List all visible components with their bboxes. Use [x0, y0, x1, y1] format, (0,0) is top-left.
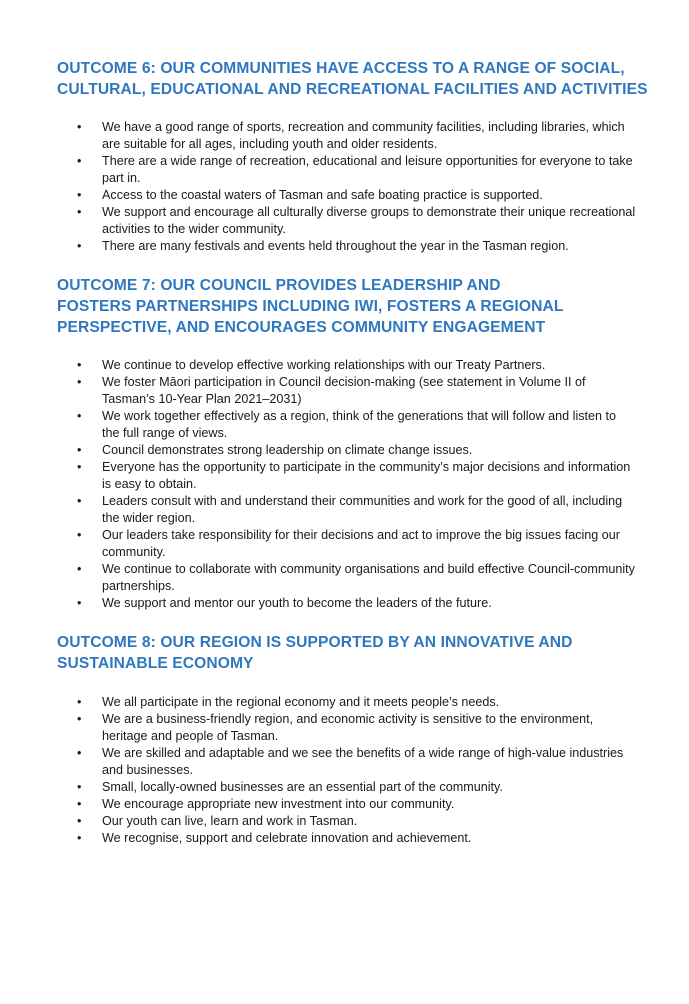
bullet-icon: •: [77, 746, 82, 760]
list-item: • We are skilled and adaptable and we see the benefits of a wide range of high-value industries and businesses.: [77, 746, 624, 777]
outcome-6-heading-text: OUTCOME 6: OUR COMMUNITIES HAVE ACCESS TO A RANGE OF SOCIAL, CULTURAL, EDUCATIONAL AND RECREATIONAL FACILITIES AND ACTIVITIES: [57, 60, 648, 98]
list-item: • We have a good range of sports, recreation and community facilities, including libraries, which are suitable for all ages, including youth and older residents.: [77, 120, 625, 151]
list-item: • Leaders consult with and understand their communities and work for the good of all, including the wider region.: [77, 494, 623, 525]
bullet-icon: •: [77, 239, 82, 253]
list-item: • We work together effectively as a region, think of the generations that will follow and listen to the full range of views.: [77, 409, 617, 440]
bullet-icon: •: [77, 797, 82, 811]
bullet-icon: •: [77, 205, 82, 219]
bullet-icon: •: [77, 780, 82, 794]
list-item: • There are many festivals and events held throughout the year in the Tasman region.: [77, 239, 569, 253]
bullet-icon: •: [77, 188, 82, 202]
list-item: • Everyone has the opportunity to participate in the community’s major decisions and information is easy to obtain.: [77, 460, 631, 491]
bullet-icon: •: [77, 712, 82, 726]
list-item: • We support and mentor our youth to become the leaders of the future.: [77, 596, 492, 610]
bullet-icon: •: [77, 528, 82, 542]
list-item: • We support and encourage all culturally diverse groups to demonstrate their unique recreational activities to the wider community.: [77, 205, 636, 236]
list-item: • We encourage appropriate new investment into our community.: [77, 797, 455, 811]
bullet-icon: •: [77, 460, 82, 474]
bullet-icon: •: [77, 154, 82, 168]
outcome-7-list: [57, 357, 637, 612]
list-item: • Small, locally-owned businesses are an essential part of the community.: [77, 780, 503, 794]
list-item: • Our leaders take responsibility for their decisions and act to improve the big issues facing our community.: [77, 528, 621, 559]
list-item: • Council demonstrates strong leadership on climate change issues.: [77, 443, 473, 457]
outcome-7-heading-text: OUTCOME 7: OUR COUNCIL PROVIDES LEADERSHIP AND FOSTERS PARTNERSHIPS INCLUDING IWI, FOSTERS A REGIONAL PERSPECTIVE, AND ENCOURAGES COMMUNITY ENGAGEMENT: [57, 277, 564, 336]
bullet-icon: •: [77, 443, 82, 457]
list-item: • We continue to collaborate with community organisations and build effective Council-community partnerships.: [77, 562, 635, 593]
outcome-8-heading-text: OUTCOME 8: OUR REGION IS SUPPORTED BY AN INNOVATIVE AND SUSTAINABLE ECONOMY: [57, 634, 573, 672]
list-item: • We all participate in the regional economy and it meets people’s needs.: [77, 695, 500, 709]
outcome-6-list: [57, 119, 637, 255]
bullet-icon: •: [77, 596, 82, 610]
list-item: • Our youth can live, learn and work in Tasman.: [77, 814, 358, 828]
bullet-icon: •: [77, 375, 82, 389]
outcome-7-heading: [57, 275, 577, 338]
list-item: • We recognise, support and celebrate innovation and achievement.: [77, 831, 472, 845]
list-item: • We foster Māori participation in Council decision-making (see statement in Volume II of Tasman’s 10-Year Plan 2021–2031): [77, 375, 586, 406]
bullet-icon: •: [77, 814, 82, 828]
bullet-icon: •: [77, 562, 82, 576]
outcome-8-heading: [57, 632, 577, 674]
list-item: • Access to the coastal waters of Tasman and safe boating practice is supported.: [77, 188, 543, 202]
bullet-icon: •: [77, 358, 82, 372]
bullet-icon: •: [77, 494, 82, 508]
list-item: • There are a wide range of recreation, educational and leisure opportunities for everyone to take part in.: [77, 154, 633, 185]
outcome-8-list: [57, 694, 637, 847]
list-item: • We are a business-friendly region, and economic activity is sensitive to the environment, heritage and people of Tasman.: [77, 712, 594, 743]
bullet-icon: •: [77, 831, 82, 845]
bullet-icon: •: [77, 695, 82, 709]
outcome-6-heading: [57, 58, 657, 100]
bullet-icon: •: [77, 409, 82, 423]
bullet-icon: •: [77, 120, 82, 134]
list-item: • We continue to develop effective working relationships with our Treaty Partners.: [77, 358, 546, 372]
